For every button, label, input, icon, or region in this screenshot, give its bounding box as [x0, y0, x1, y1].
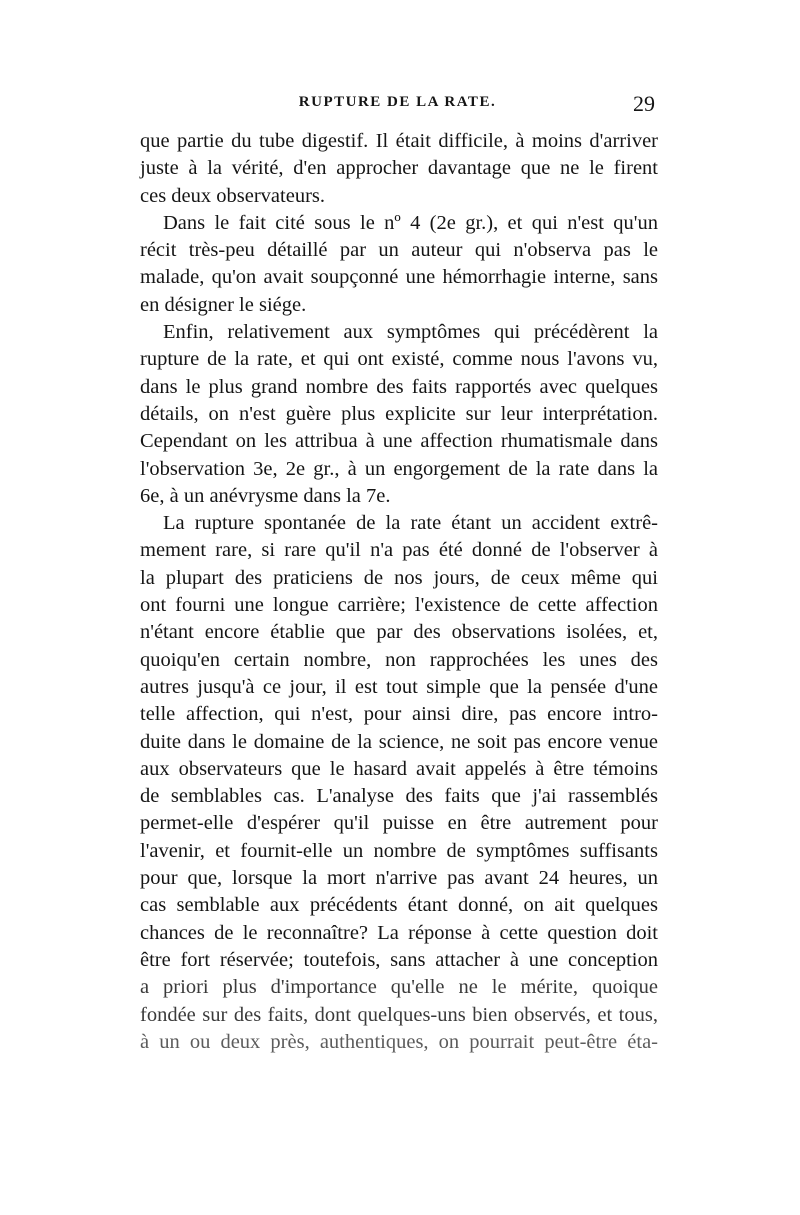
text-line: la plupart des praticiens de nos jours, de ceux même qui — [140, 566, 658, 589]
text-line: cas semblable aux précédents étant donné, on ait quelques — [140, 894, 658, 917]
paragraph-start-line: La rupture spontanée de la rate étant un accident extrê- — [163, 512, 658, 535]
text-line: l'avenir, et fournit-elle un nombre de symptômes suffisants — [140, 839, 658, 862]
text-line: autres jusqu'à ce jour, il est tout simple que la pensée d'une — [140, 675, 658, 698]
text-line: aux observateurs que le hasard avait appelés à être témoins — [140, 757, 658, 780]
text-line: telle affection, qui n'est, pour ainsi dire, pas encore intro- — [140, 703, 658, 726]
text-line: être fort réservée; toutefois, sans attacher à une conception — [140, 948, 658, 971]
page-number: 29 — [633, 91, 655, 116]
text-line: Cependant on les attribua à une affection rhumatismale dans — [140, 430, 658, 453]
running-head: RUPTURE DE LA RATE. — [298, 94, 497, 110]
text-line: de semblables cas. L'analyse des faits que j'ai rassemblés — [140, 785, 658, 808]
text-line: à un ou deux près, authentiques, on pourrait peut-être éta- — [140, 1030, 658, 1053]
text-line: ont fourni une longue carrière; l'existence de cette affection — [140, 594, 658, 617]
paragraph-start-line: Dans le fait cité sous le nº 4 (2e gr.), et qui n'est qu'un — [163, 211, 658, 234]
body-text — [140, 128, 658, 1056]
text-line: quoiqu'en certain nombre, non rapprochées les unes des — [140, 648, 658, 671]
page-header — [140, 91, 655, 122]
text-line: détails, on n'est guère plus explicite sur leur interprétation. — [140, 402, 658, 425]
text-line: fondée sur des faits, dont quelques-uns bien observés, et tous, — [140, 1003, 658, 1026]
text-line: rupture de la rate, et qui ont existé, comme nous l'avons vu, — [140, 348, 658, 371]
text-line: a priori plus d'importance qu'elle ne le mérite, quoique — [140, 976, 658, 999]
text-line: récit très-peu détaillé par un auteur qui n'observa pas le — [140, 239, 658, 262]
paragraph-start-line: Enfin, relativement aux symptômes qui précédèrent la — [163, 321, 658, 344]
text-line: permet-elle d'espérer qu'il puisse en être autrement pour — [140, 812, 658, 835]
text-line: l'observation 3e, 2e gr., à un engorgement de la rate dans la — [140, 457, 658, 480]
text-line: malade, qu'on avait soupçonné une hémorrhagie interne, sans — [140, 266, 658, 289]
text-line: chances de le reconnaître? La réponse à cette question doit — [140, 921, 658, 944]
text-line: ces deux observateurs. — [140, 184, 326, 207]
text-line: dans le plus grand nombre des faits rapportés avec quelques — [140, 375, 658, 398]
text-line: n'étant encore établie que par des observations isolées, et, — [140, 621, 658, 644]
text-line: duite dans le domaine de la science, ne soit pas encore venue — [140, 730, 658, 753]
text-line: juste à la vérité, d'en approcher davantage que ne le firent — [140, 157, 658, 180]
text-line: 6e, à un anévrysme dans la 7e. — [140, 484, 391, 507]
text-line: mement rare, si rare qu'il n'a pas été donné de l'observer à — [140, 539, 658, 562]
text-line: en désigner le siége. — [140, 293, 307, 316]
text-line: que partie du tube digestif. Il était difficile, à moins d'arriver — [140, 130, 658, 152]
text-line: pour que, lorsque la mort n'arrive pas avant 24 heures, un — [140, 867, 658, 890]
